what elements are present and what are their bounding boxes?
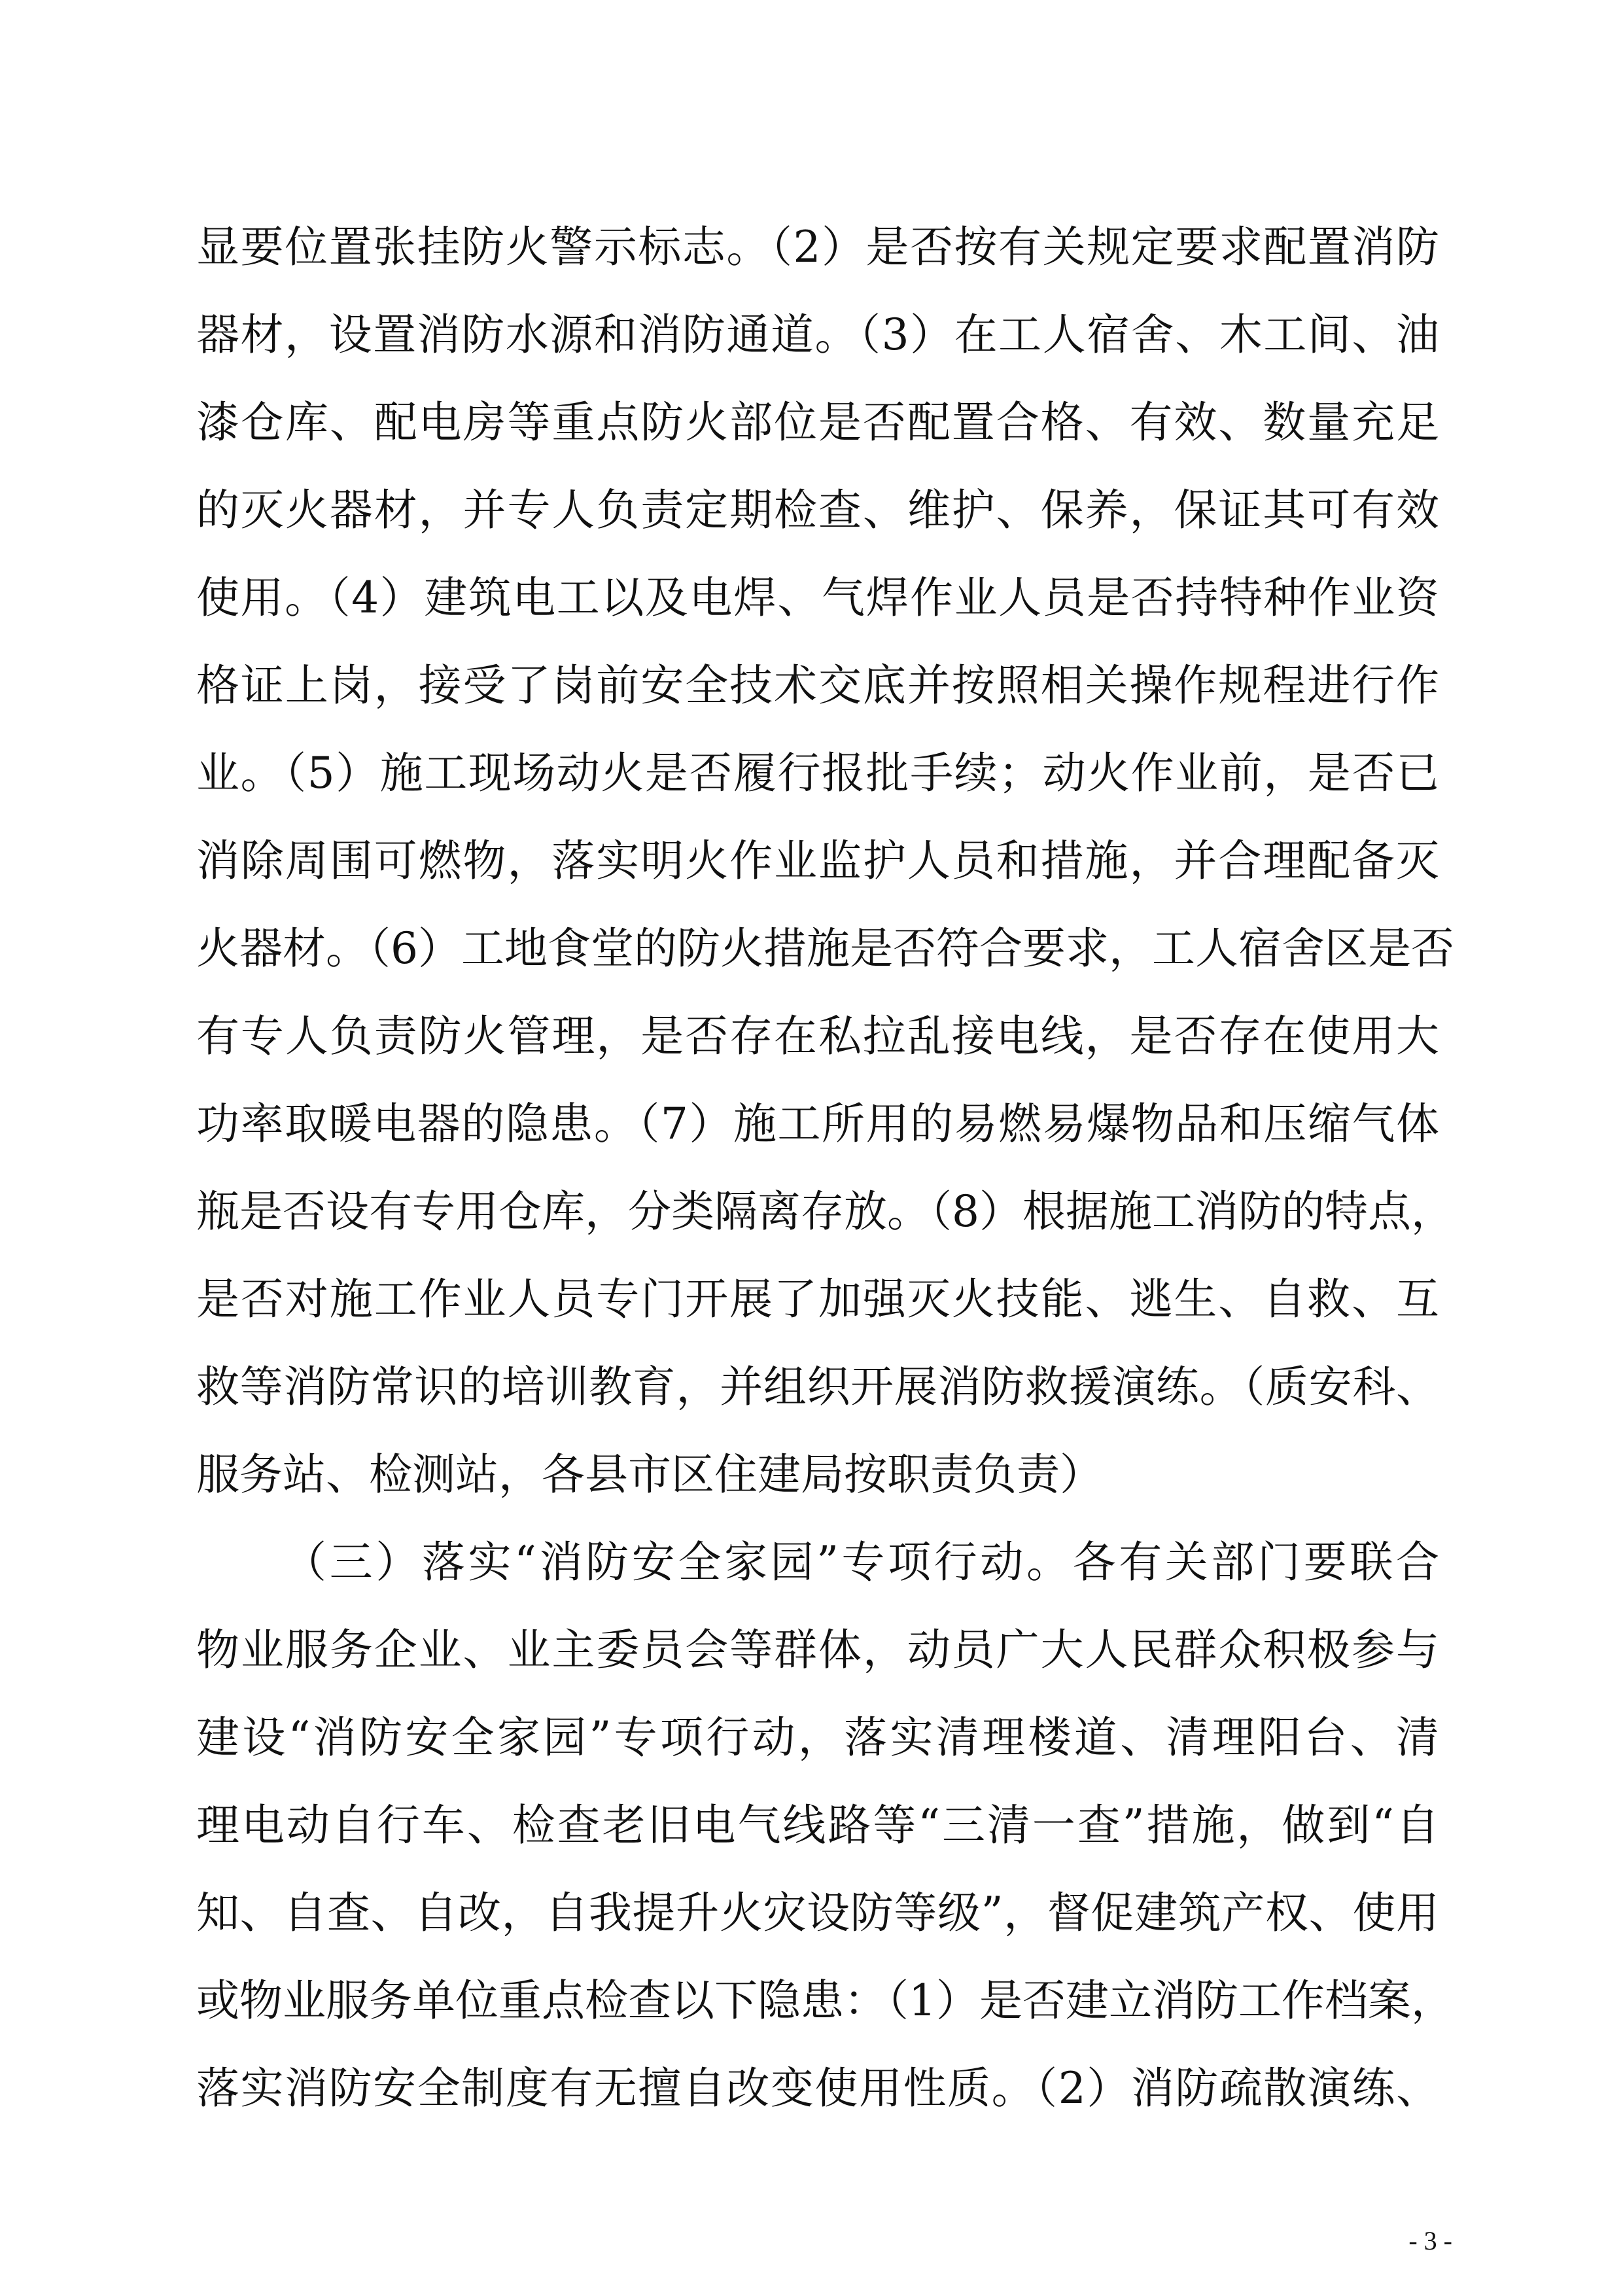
body-text-line: 显要位置张挂防火警示标志。（2）是否按有关规定要求配置消防: [196, 222, 1439, 272]
body-text-line: 落实消防安全制度有无擅自改变使用性质。（2）消防疏散演练、: [196, 2063, 1439, 2113]
body-text-line: 火器材。（6）工地食堂的防火措施是否符合要求，工人宿舍区是否: [196, 923, 1454, 974]
body-text-line: 器材，设置消防水源和消防通道。（3）在工人宿舍、木工间、油: [196, 309, 1439, 360]
body-text-line: 是否对施工作业人员专门开展了加强灭火技能、逃生、自救、互: [196, 1274, 1439, 1324]
body-text-line: 瓶是否设有专用仓库，分类隔离存放。（8）根据施工消防的特点，: [196, 1186, 1454, 1237]
body-text-line: 建设“消防安全家园”专项行动，落实清理楼道、清理阳台、清: [196, 1712, 1439, 1763]
body-text-line: 漆仓库、配电房等重点防火部位是否配置合格、有效、数量充足: [196, 397, 1439, 448]
body-text-line: 理电动自行车、检查老旧电气线路等“三清一查”措施，做到“自: [196, 1800, 1439, 1850]
body-text-line: 或物业服务单位重点检查以下隐患：（1）是否建立消防工作档案，: [196, 1975, 1454, 2026]
body-text-line: 救等消防常识的培训教育，并组织开展消防救援演练。（质安科、: [196, 1362, 1439, 1412]
body-text-line: 使用。（4）建筑电工以及电焊、气焊作业人员是否持特种作业资: [196, 573, 1439, 623]
page-number: - 3 -: [1408, 2226, 1452, 2255]
body-text-line: 功率取暖电器的隐患。（7）施工所用的易燃易爆物品和压缩气体: [196, 1099, 1439, 1149]
body-text-line: 有专人负责防火管理，是否存在私拉乱接电线，是否存在使用大: [196, 1011, 1439, 1061]
body-text-line: 的灭火器材，并专人负责定期检查、维护、保养，保证其可有效: [196, 485, 1439, 535]
section-heading-line: （三）落实“消防安全家园”专项行动。各有关部门要联合: [283, 1537, 1439, 1587]
body-text-line: 服务站、检测站，各县市区住建局按职责负责）: [196, 1449, 1103, 1500]
body-text-line: 业。（5）施工现场动火是否履行报批手续；动火作业前，是否已: [196, 748, 1439, 798]
body-text-line: 知、自查、自改，自我提升火灾设防等级”，督促建筑产权、使用: [196, 1888, 1439, 1938]
body-text-line: 消除周围可燃物，落实明火作业监护人员和措施，并合理配备灭: [196, 836, 1439, 886]
body-text-line: 格证上岗，接受了岗前安全技术交底并按照相关操作规程进行作: [196, 660, 1439, 711]
body-text-line: 物业服务企业、业主委员会等群体，动员广大人民群众积极参与: [196, 1625, 1439, 1675]
